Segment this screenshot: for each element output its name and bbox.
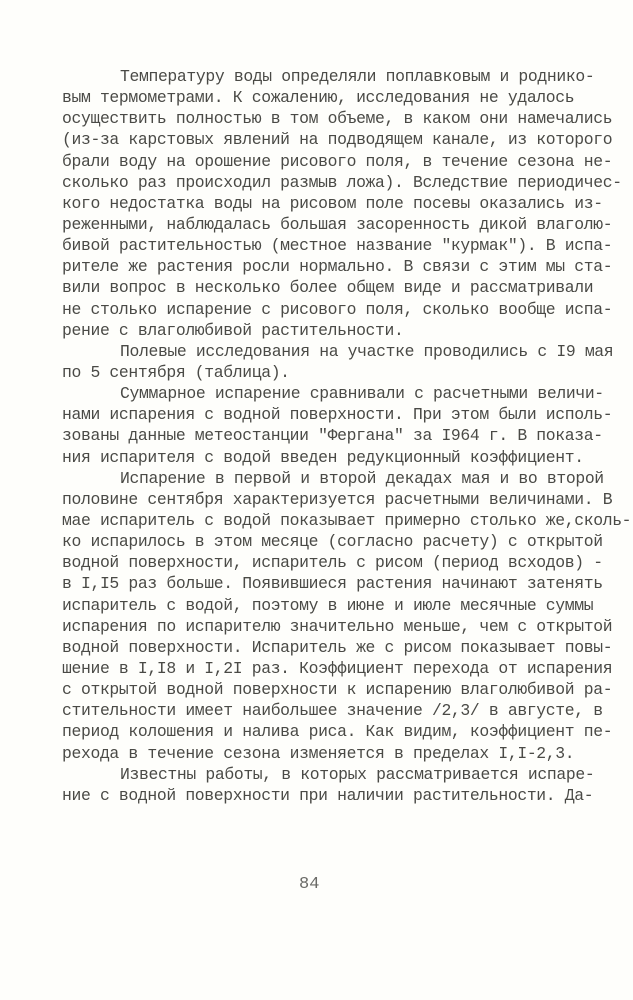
text-line: рехода в течение сезона изменяется в пределах I,I-2,3. [62,743,575,763]
text-line: кого недостатка воды на рисовом поле посевы оказались из- [62,193,603,213]
body-text [62,66,632,806]
text-line: по 5 сентября (таблица). [62,362,290,382]
text-line: рителе же растения росли нормально. В связи с этим мы ста- [62,257,613,277]
text-line: вили вопрос в несколько более общем виде и рассматривали [62,278,594,298]
text-line: с открытой водной поверхности к испарению влаголюбивой ра- [62,680,613,700]
text-line: стительности имеет наибольшее значение /2,3/ в августе, в [62,701,603,721]
text-line: не столько испарение с рисового поля, сколько вообще испа- [62,299,613,319]
text-line: ния испарителя с водой введен редукционный коэффициент. [62,447,584,467]
text-line: испаритель с водой, поэтому в июне и июле месячные суммы [62,595,594,615]
paragraph-first-line: Суммарное испарение сравнивали с расчетными величи- [120,384,604,404]
text-line: шение в I,I8 и I,2I раз. Коэффициент перехода от испарения [62,658,613,678]
text-line: ко испарилось в этом месяце (согласно расчету) с открытой [62,532,603,552]
text-line: сколько раз происходил размыв ложа). Вследствие периодичес- [62,172,622,192]
text-line: водной поверхности. Испаритель же с рисом показывает повы- [62,637,613,657]
paragraph-first-line: Известны работы, в которых рассматривается испаре- [120,764,595,784]
paragraph-first-line: Температуру воды определяли поплавковым и роднико- [120,67,595,86]
text-line: испарения по испарителю значительно меньше, чем с открытой [62,616,613,636]
text-line: осуществить полностью в том объеме, в каком они намечались [62,109,613,129]
paragraph-first-line: Полевые исследования на участке проводились с I9 мая [120,341,614,361]
text-line: зованы данные метеостанции "Фергана" за I964 г. В показа- [62,426,603,446]
paragraph-first-line: Испарение в первой и второй декадах мая и во второй [120,468,604,488]
text-line: брали воду на орошение рисового поля, в течение сезона не- [62,151,613,171]
page-number: 84 [299,875,320,894]
text-line: период колошения и налива риса. Как видим, коэффициент пе- [62,722,613,742]
text-line: бивой растительностью (местное название "курмак"). В испа- [62,236,613,256]
text-line: половине сентября характеризуется расчетными величинами. В [62,489,613,509]
text-line: (из-за карстовых явлений на подводящем канале, из которого [62,130,613,150]
text-line: рение с влаголюбивой растительности. [62,320,404,340]
text-line: вым термометрами. К сожалению, исследования не удалось [62,88,575,108]
text-line: нами испарения с водной поверхности. При этом были исполь- [62,405,613,425]
text-line: водной поверхности, испаритель с рисом (период всходов) - [62,553,603,573]
text-line: в I,I5 раз больше. Появившиеся растения начинают затенять [62,574,603,594]
text-line: мае испаритель с водой показывает примерно столько же,сколь- [62,510,632,530]
text-line: реженными, наблюдалась большая засоренность дикой влаголю- [62,214,613,234]
text-line: ние с водной поверхности при наличии растительности. Да- [62,785,594,805]
